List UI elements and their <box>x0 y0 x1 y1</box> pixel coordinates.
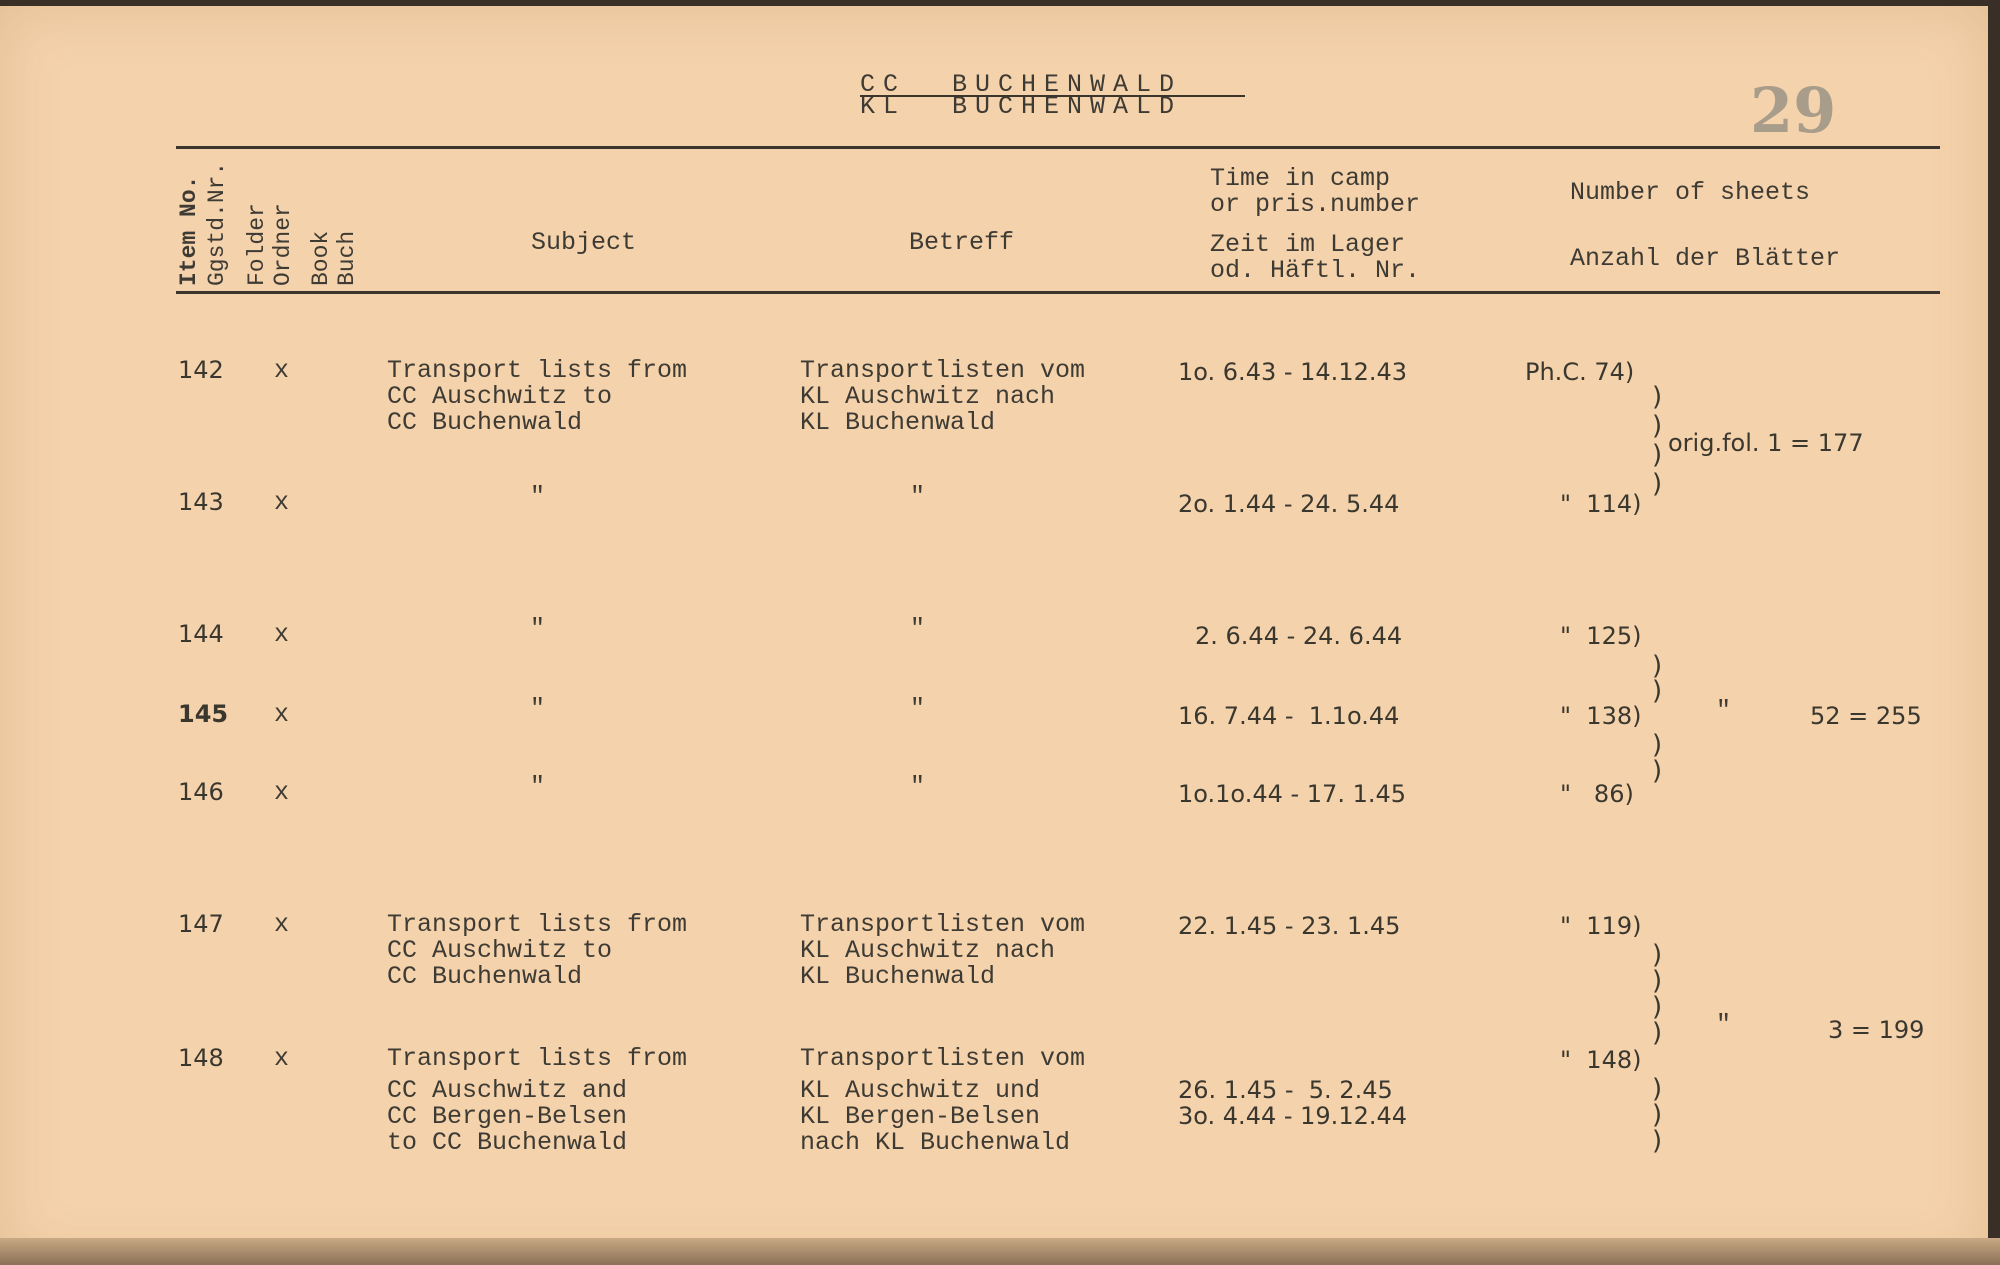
col-buch: Buch <box>334 230 360 286</box>
time-range: 2o. 1.44 - 24. 5.44 <box>1178 490 1400 518</box>
brace-mark: ) <box>1652 966 1663 996</box>
subject-cell <box>387 1046 687 1156</box>
subject-line: Transport lists from <box>387 910 688 939</box>
item-number: 145 <box>178 700 229 728</box>
folder-mark: x <box>274 778 290 807</box>
sheets-count: " 119) <box>1560 912 1642 940</box>
subject-ditto: " <box>530 614 546 643</box>
folder-mark: x <box>274 488 290 517</box>
subject-cell <box>387 912 687 990</box>
brace-mark: ) <box>1652 1126 1663 1156</box>
subject-line: Transport lists from <box>387 1044 688 1073</box>
time-range: 1o.1o.44 - 17. 1.45 <box>1178 780 1407 808</box>
title-underline <box>860 95 1245 97</box>
folder-mark: x <box>274 620 290 649</box>
subject-line: to CC Buchenwald <box>387 1128 628 1157</box>
brace-mark: ) <box>1652 676 1663 706</box>
brace-mark: ) <box>1652 1100 1663 1130</box>
betreff-line: Transportlisten vom <box>800 1044 1086 1073</box>
betreff-line: KL Auschwitz und <box>800 1076 1041 1105</box>
subject-line: CC Auschwitz to <box>387 936 613 965</box>
col-item-no: Item No. <box>176 175 202 286</box>
item-number: 148 <box>178 1044 224 1072</box>
col-sheets-en: Number of sheets <box>1570 178 1811 207</box>
brace-mark: ) <box>1652 651 1663 681</box>
sheets-count: " 148) <box>1560 1046 1642 1074</box>
col-time-en-1: Time in camp <box>1210 164 1391 193</box>
time-range: 1o. 6.43 - 14.12.43 <box>1178 358 1408 386</box>
time-range: 3o. 4.44 - 19.12.44 <box>1178 1102 1408 1130</box>
brace-mark: ) <box>1652 756 1663 786</box>
betreff-line: Transportlisten vom <box>800 910 1086 939</box>
folder-mark: x <box>274 356 290 385</box>
subject-line: CC Bergen-Belsen <box>387 1102 628 1131</box>
col-subject: Subject <box>531 228 637 257</box>
betreff-ditto: " <box>910 694 926 723</box>
brace-mark: ) <box>1652 382 1663 412</box>
col-time-de-1: Zeit im Lager <box>1210 230 1406 259</box>
subject-cell <box>387 358 687 436</box>
page-bottom-edge <box>0 1238 2000 1265</box>
time-range: 2. 6.44 - 24. 6.44 <box>1195 622 1403 650</box>
col-betreff: Betreff <box>909 228 1015 257</box>
subject-line: CC Buchenwald <box>387 962 583 991</box>
betreff-line: KL Bergen-Belsen <box>800 1102 1041 1131</box>
brace-mark: ) <box>1652 1074 1663 1104</box>
col-sheets-de: Anzahl der Blätter <box>1570 244 1841 273</box>
betreff-ditto: " <box>910 614 926 643</box>
time-range: 26. 1.45 - 5. 2.45 <box>1178 1076 1393 1104</box>
item-number: 143 <box>178 488 224 516</box>
item-number: 144 <box>178 620 224 648</box>
sheets-count: " 138) <box>1560 702 1642 730</box>
betreff-cell <box>800 912 1085 990</box>
brace-mark: ) <box>1652 940 1663 970</box>
time-range: 16. 7.44 - 1.1o.44 <box>1178 702 1400 730</box>
subject-ditto: " <box>530 694 546 723</box>
ditto-mark: " <box>1716 1010 1732 1039</box>
brace-mark: ) <box>1652 440 1663 470</box>
col-book: Book <box>308 230 334 286</box>
subject-line: CC Auschwitz to <box>387 382 613 411</box>
group-total: 3 = 199 <box>1828 1016 1925 1044</box>
ditto-mark: " <box>1716 696 1732 725</box>
col-time-en-2: or pris.number <box>1210 190 1421 219</box>
betreff-line: nach KL Buchenwald <box>800 1128 1071 1157</box>
archive-page <box>0 6 1988 1265</box>
group-total: orig.fol. 1 = 177 <box>1668 429 1864 457</box>
group-total: 52 = 255 <box>1810 702 1922 730</box>
subject-line: CC Auschwitz and <box>387 1076 628 1105</box>
sheets-count: " 125) <box>1560 622 1642 650</box>
col-folder: Folder <box>244 203 270 286</box>
betreff-line: KL Buchenwald <box>800 962 996 991</box>
title-english: CC BUCHENWALD <box>860 70 1183 99</box>
col-time-de-2: od. Häftl. Nr. <box>1210 256 1421 285</box>
betreff-line: KL Buchenwald <box>800 408 996 437</box>
sheets-count: Ph.C. 74) <box>1525 358 1635 386</box>
subject-ditto: " <box>530 772 546 801</box>
time-range: 22. 1.45 - 23. 1.45 <box>1178 912 1401 940</box>
item-number: 142 <box>178 356 224 384</box>
page-number: 29 <box>1750 74 1837 147</box>
col-ordner: Ordner <box>270 203 296 286</box>
brace-mark: ) <box>1652 992 1663 1022</box>
item-number: 147 <box>178 910 224 938</box>
betreff-line: Transportlisten vom <box>800 356 1086 385</box>
subject-line: CC Buchenwald <box>387 408 583 437</box>
betreff-line: KL Auschwitz nach <box>800 382 1056 411</box>
header-bottom-rule <box>176 291 1940 294</box>
col-ggstd-nr: Ggstd.Nr. <box>204 161 230 286</box>
folder-mark: x <box>274 700 290 729</box>
betreff-ditto: " <box>910 772 926 801</box>
sheets-count: " 114) <box>1560 490 1642 518</box>
brace-mark: ) <box>1652 730 1663 760</box>
betreff-ditto: " <box>910 482 926 511</box>
subject-ditto: " <box>530 482 546 511</box>
title-german: KL BUCHENWALD <box>860 92 1183 121</box>
item-number: 146 <box>178 778 224 806</box>
betreff-cell <box>800 1046 1085 1156</box>
brace-mark: ) <box>1652 411 1663 441</box>
header-top-rule <box>176 146 1940 149</box>
betreff-line: KL Auschwitz nach <box>800 936 1056 965</box>
folder-mark: x <box>274 1044 290 1073</box>
brace-mark: ) <box>1652 1018 1663 1048</box>
sheets-count: " 86) <box>1560 780 1634 808</box>
betreff-cell <box>800 358 1085 436</box>
brace-mark: ) <box>1652 469 1663 499</box>
subject-line: Transport lists from <box>387 356 688 385</box>
folder-mark: x <box>274 910 290 939</box>
